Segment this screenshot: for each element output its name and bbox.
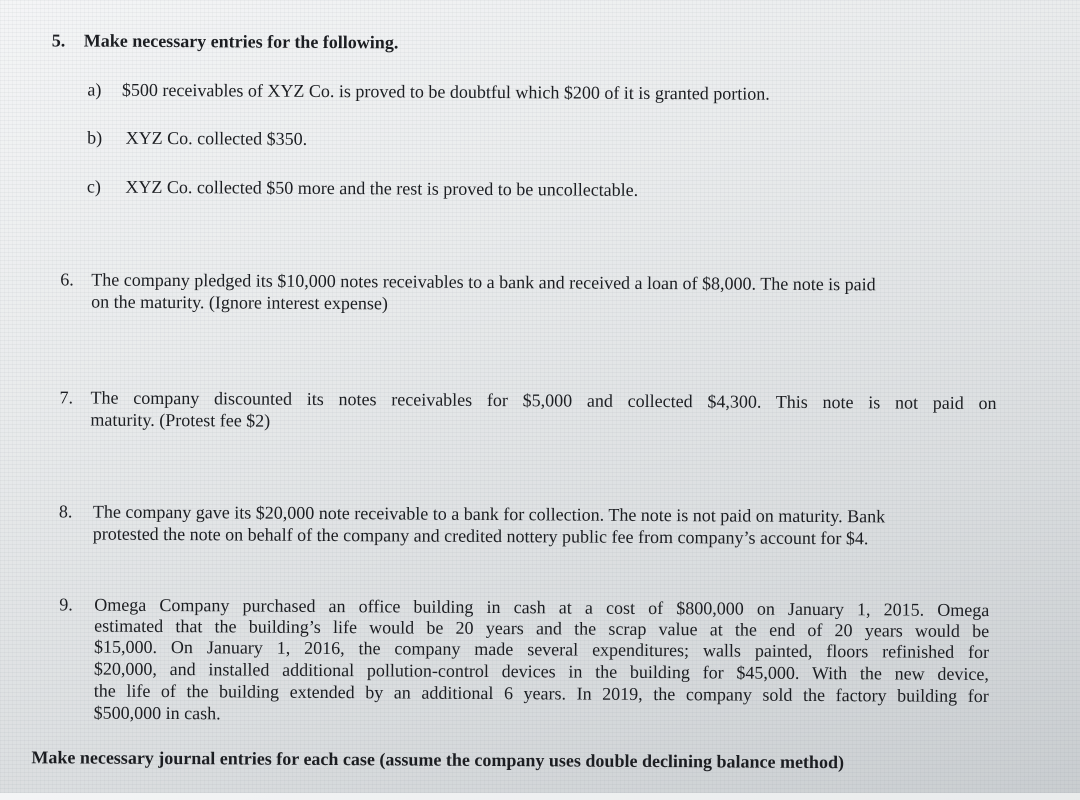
q9-line-3: $15,000. On January 1, 2016, the company made several expenditures; walls painted, floors refinished for <box>93 636 990 663</box>
q5-item-b <box>87 127 307 150</box>
q5-item-a-label: a) <box>87 79 102 100</box>
q9-line-2: estimated that the building’s life would be 20 years and the scrap value at the end of 20 years would be <box>94 615 990 642</box>
q5-item-a-text: $500 receivables of XYZ Co. is proved to be doubtful which $200 of it is granted portion. <box>121 79 770 104</box>
q5-item-b-text: XYZ Co. collected $350. <box>125 127 308 149</box>
q7-number: 7. <box>59 387 74 408</box>
q5-number: 5. <box>51 30 66 51</box>
q5-item-c-label: c) <box>86 176 101 197</box>
q5-heading <box>52 29 399 53</box>
q8-line-1: The company gave its $20,000 note receivable to a bank for collection. The note is not paid on maturity. Bank <box>92 501 886 527</box>
journal-entries-instruction: Make necessary journal entries for each case (assume the company uses double declining balance method) <box>31 747 845 773</box>
q8-line-2: protested the note on behalf of the company and credited nottery public fee from company’s account for $4. <box>92 523 869 549</box>
q6-line-1: The company pledged its $10,000 notes receivables to a bank and received a loan of $8,000. The note is paid <box>91 269 876 295</box>
q6-line-2: on the maturity. (Ignore interest expense) <box>91 291 388 314</box>
q9-line-4: $20,000, and installed additional pollution-control devices in the building for $45,000. With the new device, <box>93 658 989 685</box>
q9-line-1: Omega Company purchased an office building in cash at a cost of $800,000 on January 1, 2015. Omega <box>94 594 990 621</box>
q7-line-1: The company discounted its notes receivables for $5,000 and collected $4,300. This note is not paid on <box>90 387 997 414</box>
q5-item-c <box>87 176 638 201</box>
q5-item-c-text: XYZ Co. collected $50 more and the rest is proved to be uncollectable. <box>125 176 639 200</box>
q9-line-6: $500,000 in cash. <box>93 702 221 724</box>
q8-number: 8. <box>58 501 73 522</box>
q5-title: Make necessary entries for the following. <box>83 30 399 53</box>
q9-number: 9. <box>59 594 73 615</box>
q6-number: 6. <box>60 269 74 290</box>
q9-line-5: the life of the building extended by an additional 6 years. In 2019, the company sold the factory building for <box>93 680 989 707</box>
q7-line-2: maturity. (Protest fee $2) <box>90 409 271 431</box>
q5-item-a <box>87 79 770 105</box>
q5-item-b-label: b) <box>87 127 103 148</box>
